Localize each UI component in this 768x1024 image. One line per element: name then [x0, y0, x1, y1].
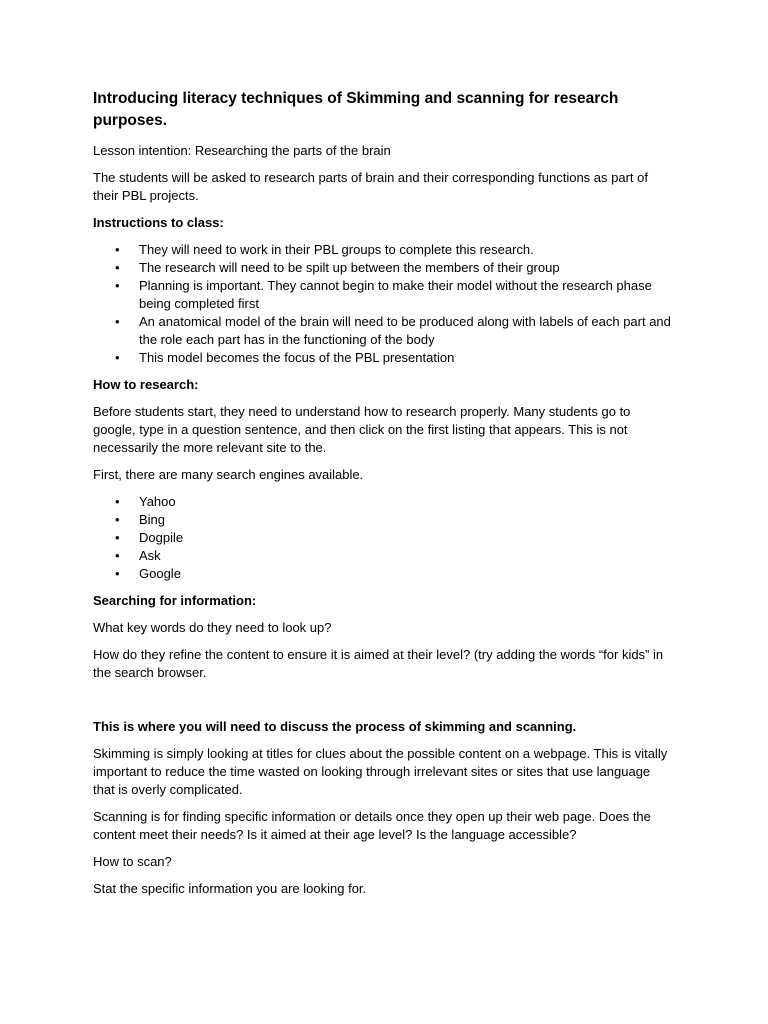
list-item [93, 511, 673, 529]
bullet-icon: • [115, 548, 120, 563]
list-item [93, 313, 673, 349]
engines-intro: First, there are many search engines available. [93, 467, 364, 482]
list-item [93, 241, 673, 259]
list-item [93, 547, 673, 565]
lesson-intention: Lesson intention: Researching the parts of the brain [93, 143, 391, 158]
list-item-text: Dogpile [139, 530, 184, 545]
bullet-icon: • [115, 278, 120, 293]
research-heading: How to research: [93, 377, 199, 392]
bullet-icon: • [115, 512, 120, 527]
list-item-text: They will need to work in their PBL groups to complete this research. [139, 242, 534, 257]
list-item-text: Planning is important. They cannot begin to make their model without the research phase being completed first [139, 278, 652, 311]
list-item [93, 529, 673, 547]
list-item [93, 565, 673, 583]
list-item-text: Yahoo [139, 494, 176, 509]
how-to-scan: How to scan? [93, 854, 172, 869]
list-item-text: Bing [139, 512, 166, 527]
list-item-text: The research will need to be spilt up between the members of their group [139, 260, 560, 275]
scanning-paragraph: Scanning is for finding specific information or details once they open up their web page. Does the content meet their needs? Is it aimed at their age level? Is the language accessible? [93, 809, 651, 842]
instructions-heading: Instructions to class: [93, 215, 224, 230]
list-item [93, 493, 673, 511]
list-item [93, 259, 673, 277]
stat-line: Stat the specific information you are looking for. [93, 881, 367, 896]
document-title: Introducing literacy techniques of Skimming and scanning for research purposes. [93, 90, 619, 129]
instructions-list [93, 241, 673, 367]
bullet-icon: • [115, 350, 120, 365]
bullet-icon: • [115, 314, 120, 329]
bullet-icon: • [115, 566, 120, 581]
intro-paragraph: The students will be asked to research parts of brain and their corresponding functions as part of their PBL projects. [93, 170, 648, 203]
refine-question: How do they refine the content to ensure it is aimed at their level? (try adding the words “for kids” in the search browser. [93, 647, 664, 680]
bullet-icon: • [115, 494, 120, 509]
list-item [93, 277, 673, 313]
research-paragraph: Before students start, they need to understand how to research properly. Many students go to google, type in a question sentence, and then click on the first listing that appears. This is not necessarily the more relevant site to the. [93, 404, 631, 455]
skimming-paragraph: Skimming is simply looking at titles for clues about the possible content on a webpage. This is vitally important to reduce the time wasted on looking through irrelevant sites or sites that use language that is overly complicated. [93, 746, 668, 797]
searching-heading: Searching for information: [93, 593, 257, 608]
bullet-icon: • [115, 530, 120, 545]
discuss-heading: This is where you will need to discuss the process of skimming and scanning. [93, 719, 577, 734]
list-item-text: Ask [139, 548, 161, 563]
keywords-question: What key words do they need to look up? [93, 620, 332, 635]
list-item [93, 349, 673, 367]
document-page [93, 88, 673, 907]
list-item-text: This model becomes the focus of the PBL presentation [139, 350, 455, 365]
list-item-text: An anatomical model of the brain will need to be produced along with labels of each part and the role each part has in the functioning of the body [139, 314, 671, 347]
list-item-text: Google [139, 566, 181, 581]
search-engines-list [93, 493, 673, 583]
bullet-icon: • [115, 242, 120, 257]
bullet-icon: • [115, 260, 120, 275]
spacer [93, 691, 673, 718]
